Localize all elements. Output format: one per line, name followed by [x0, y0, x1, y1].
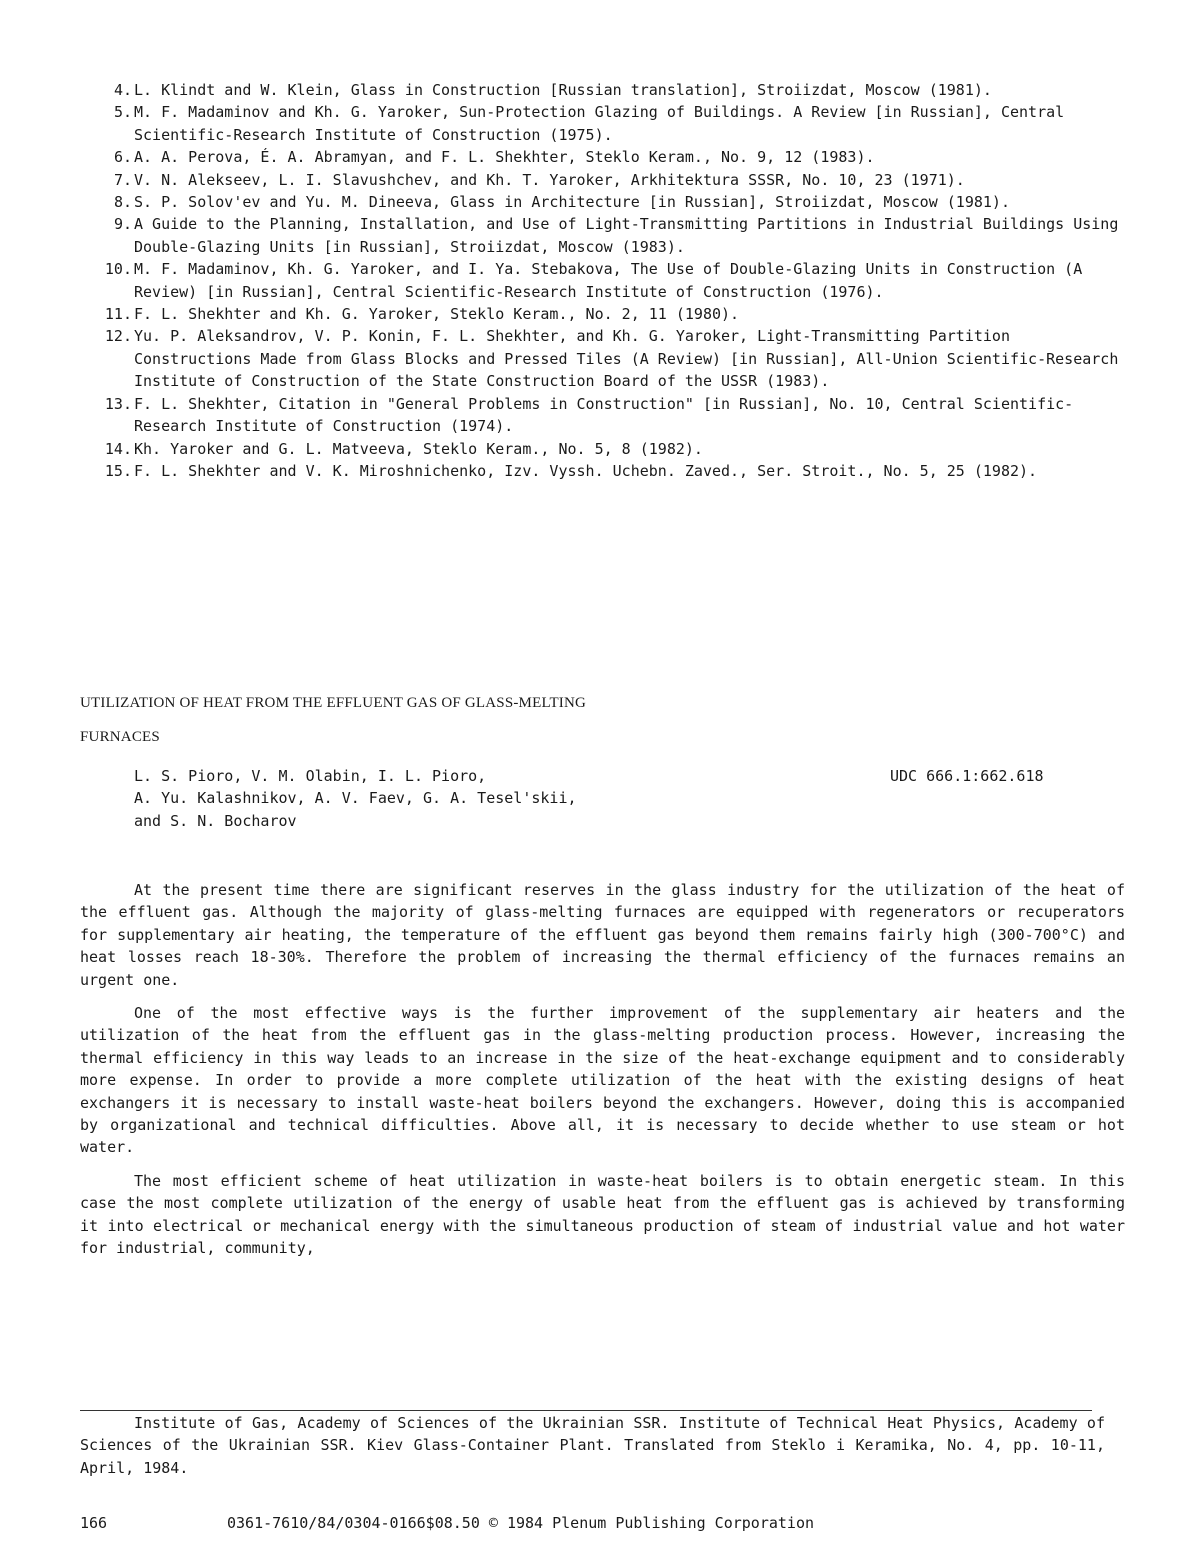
- body-paragraph: One of the most effective ways is the further improvement of the supplementary air heaters and the utilization of the heat from the effluent gas in the glass-melting production process. However, increasing the thermal efficiency in this way leads to an increase in the size of the heat-exchange equipment and to considerably more expense. In order to provide a more complete utilization of the heat with the existing designs of heat exchangers it is necessary to install waste-heat boilers beyond the exchangers. However, doing this is accompanied by organizational and technical difficulties. Above all, it is necessary to decide whether to use steam or hot water.: [80, 1004, 1125, 1157]
- author-line: L. S. Pioro, V. M. Olabin, I. L. Pioro,: [134, 767, 487, 785]
- body-paragraph: At the present time there are significant reserves in the glass industry for the utilization of the heat of the effluent gas. Although the majority of glass-melting furnaces are equipped with regenerators or recuperators for supplementary air heating, the temperature of the effluent gas beyond them remains fairly high (300-700°C) and heat losses reach 18-30%. Therefore the problem of increasing the thermal efficiency of the furnaces remains an urgent one.: [80, 881, 1125, 989]
- reference-text: S. P. Solov'ev and Yu. M. Dineeva, Glass in Architecture [in Russian], Stroiizdat, Moscow (1981).: [134, 193, 1010, 212]
- footnote-divider: [80, 1410, 1092, 1411]
- reference-item: [80, 213, 1130, 258]
- affiliation-footnote: Institute of Gas, Academy of Sciences of the Ukrainian SSR. Institute of Technical Heat Physics, Academy of Sciences of the Ukrainian SSR. Kiev Glass-Container Plant. Translated from Steklo i Keramika, No. 4, pp. 10-11, April, 1984.: [80, 1414, 1105, 1477]
- reference-item: [80, 325, 1130, 392]
- body-paragraph: The most efficient scheme of heat utilization in waste-heat boilers is to obtain energetic steam. In this case the most complete utilization of the energy of usable heat from the effluent gas is achieved by transforming it into electrical or mechanical energy with the simultaneous production of steam of industrial value and hot water for industrial, community,: [80, 1171, 1125, 1258]
- reference-item: [80, 101, 1130, 146]
- reference-text: Yu. P. Aleksandrov, V. P. Konin, F. L. Shekhter, and Kh. G. Yaroker, Light-Transmitting Partition Constructions Made from Glass Blocks and Pressed Tiles (A Review) [in Russian], All-Union Scientific-Research Institute of Construction of the State Construction Board of the USSR (1983).: [134, 327, 1119, 391]
- reference-text: L. Klindt and W. Klein, Glass in Construction [Russian translation], Stroiizdat, Moscow (1981).: [134, 81, 992, 99]
- udc-code: UDC 666.1:662.618: [890, 767, 1044, 785]
- reference-item: [80, 79, 1130, 101]
- reference-number: 4.: [113, 81, 132, 99]
- reference-number: 11.: [104, 305, 132, 324]
- reference-item: [80, 191, 1130, 213]
- article-title: [80, 686, 980, 754]
- reference-list: [80, 79, 1130, 482]
- reference-item: [80, 169, 1130, 191]
- article-title-line: FURNACES: [80, 729, 160, 745]
- reference-number: 5.: [113, 103, 132, 122]
- reference-number: 15.: [104, 461, 132, 480]
- reference-item: [80, 393, 1130, 438]
- article-title-line: UTILIZATION OF HEAT FROM THE EFFLUENT GAS OF GLASS-MELTING: [80, 695, 587, 711]
- reference-number: 6.: [113, 148, 132, 167]
- reference-number: 13.: [104, 394, 132, 413]
- author-list: [134, 765, 834, 832]
- page-number: 166: [80, 1514, 108, 1532]
- author-line: and S. N. Bocharov: [134, 811, 297, 830]
- author-line: A. Yu. Kalashnikov, A. V. Faev, G. A. Tesel'skii,: [134, 789, 577, 808]
- reference-text: F. L. Shekhter, Citation in "General Problems in Construction" [in Russian], No. 10, Central Scientific-Research Institute of Construction (1974).: [134, 394, 1074, 436]
- reference-item: [80, 438, 1130, 460]
- reference-number: 12.: [104, 327, 132, 346]
- reference-text: V. N. Alekseev, L. I. Slavushchev, and Kh. T. Yaroker, Arkhitektura SSSR, No. 10, 23 (1971).: [134, 170, 965, 189]
- reference-item: [80, 258, 1130, 303]
- reference-text: A. A. Perova, É. A. Abramyan, and F. L. Shekhter, Steklo Keram., No. 9, 12 (1983).: [134, 148, 875, 167]
- reference-number: 9.: [113, 215, 132, 234]
- reference-number: 14.: [104, 439, 132, 458]
- reference-item: [80, 460, 1130, 482]
- reference-item: [80, 146, 1130, 168]
- reference-text: M. F. Madaminov, Kh. G. Yaroker, and I. Ya. Stebakova, The Use of Double-Glazing Units in Construction (A Review) [in Russian], Central Scientific-Research Institute of Construction (1976).: [134, 260, 1083, 301]
- reference-text: F. L. Shekhter and V. K. Miroshnichenko, Izv. Vyssh. Uchebn. Zaved., Ser. Stroit., No. 5, 25 (1982).: [134, 461, 1038, 480]
- reference-number: 7.: [113, 170, 132, 189]
- reference-text: F. L. Shekhter and Kh. G. Yaroker, Steklo Keram., No. 2, 11 (1980).: [134, 305, 740, 324]
- reference-item: [80, 303, 1130, 325]
- reference-text: Kh. Yaroker and G. L. Matveeva, Steklo Keram., No. 5, 8 (1982).: [134, 439, 703, 458]
- reference-number: 8.: [113, 193, 132, 212]
- publisher-code-line: 0361-7610/84/0304-0166$08.50 © 1984 Plenum Publishing Corporation: [227, 1514, 814, 1532]
- article-body: [80, 879, 1125, 1271]
- reference-text: A Guide to the Planning, Installation, and Use of Light-Transmitting Partitions in Industrial Buildings Using Double-Glazing Units [in Russian], Stroiizdat, Moscow (1983).: [134, 215, 1119, 256]
- reference-number: 10.: [104, 260, 132, 279]
- reference-text: M. F. Madaminov and Kh. G. Yaroker, Sun-Protection Glazing of Buildings. A Review [in Russian], Central Scientific-Research Institute of Construction (1975).: [134, 103, 1065, 144]
